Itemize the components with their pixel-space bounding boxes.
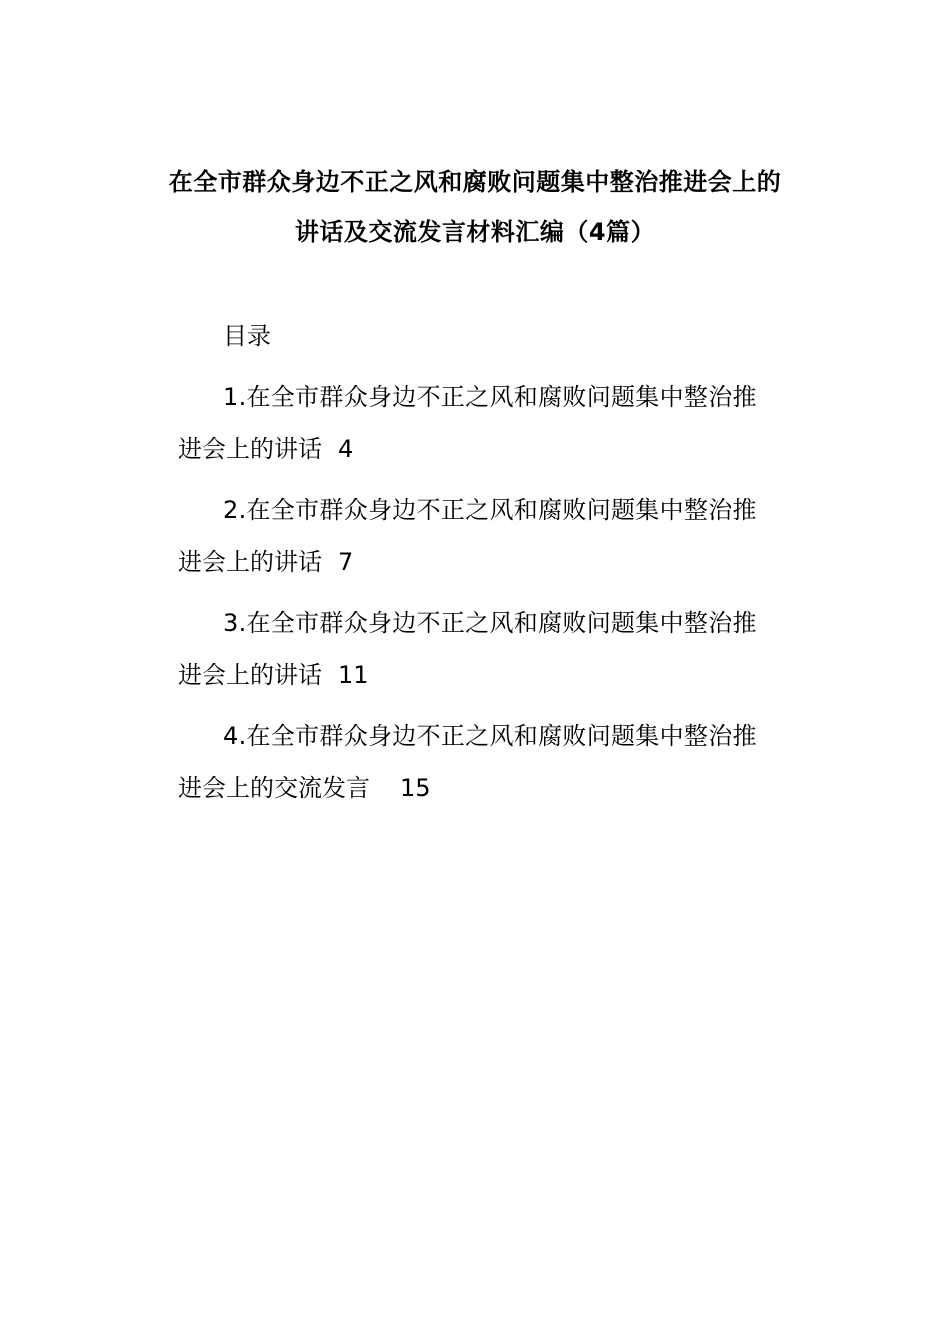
toc-entry-2-page: 7 (338, 548, 354, 576)
toc-heading: 目录 (223, 322, 271, 350)
toc-entry-3-page: 11 (338, 661, 369, 689)
toc-entry-1-line-1: 1.在全市群众身边不正之风和腐败问题集中整治推 (223, 383, 757, 411)
toc-entry-4-line-1: 4.在全市群众身边不正之风和腐败问题集中整治推 (223, 722, 757, 750)
toc-entry-2-line-1: 2.在全市群众身边不正之风和腐败问题集中整治推 (223, 496, 757, 524)
toc-entry-1-line-2 (178, 433, 353, 465)
toc-entry-3-line-2 (178, 659, 369, 691)
toc-entry-4-line-2 (178, 772, 431, 804)
toc-entry-2-title: 进会上的讲话 (178, 548, 322, 576)
toc-entry-1-page: 4 (338, 435, 354, 463)
toc-entry-4-page: 15 (400, 774, 431, 802)
toc-entry-3-line-1: 3.在全市群众身边不正之风和腐败问题集中整治推 (223, 609, 757, 637)
toc-entry-2-line-2 (178, 546, 353, 578)
toc-entry-4-title: 进会上的交流发言 (178, 774, 370, 802)
toc-entry-3-title: 进会上的讲话 (178, 661, 322, 689)
document-title-line-1: 在全市群众身边不正之风和腐败问题集中整治推进会上的 (168, 168, 782, 196)
document-title-line-2: 讲话及交流发言材料汇编（4篇） (294, 218, 656, 246)
toc-entry-1-title: 进会上的讲话 (178, 435, 322, 463)
